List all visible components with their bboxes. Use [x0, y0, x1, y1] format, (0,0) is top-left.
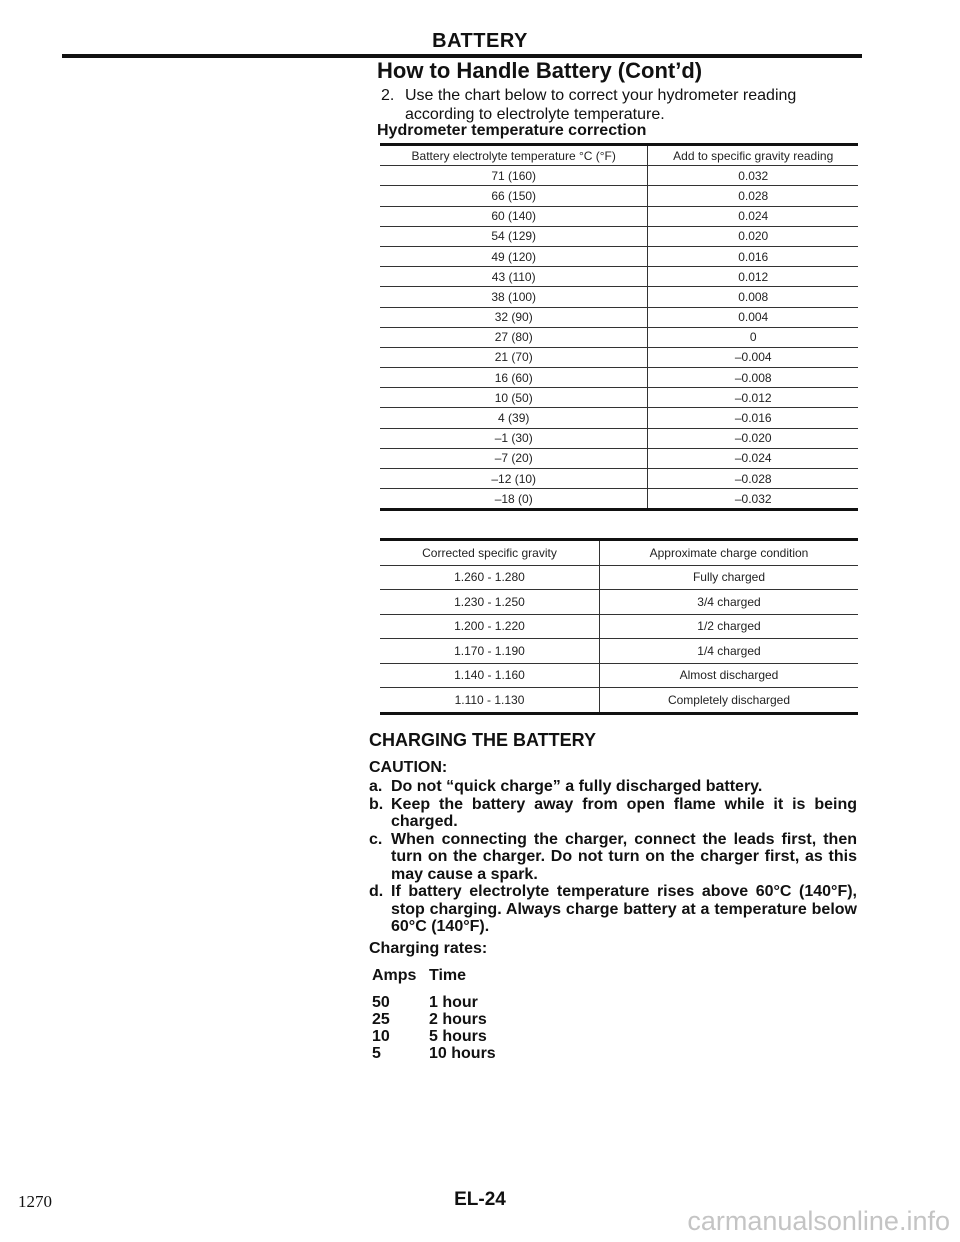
table-cell: 1.170 - 1.190: [380, 639, 599, 664]
specific-gravity-table: [380, 538, 858, 715]
charging-rates-table: [372, 967, 857, 1062]
intro-line-2: according to electrolyte temperature.: [405, 106, 665, 123]
table-row: [380, 590, 858, 615]
rates-amps: 25: [372, 1011, 390, 1028]
table-cell: Completely discharged: [667, 692, 791, 707]
table-cell: 1.140 - 1.160: [380, 663, 599, 688]
table-cell: 0.004: [648, 307, 858, 327]
table-row: [380, 688, 858, 714]
caution-item-text: Do not “quick charge” a fully discharged battery.: [391, 778, 763, 795]
caution-item-text: When connecting the charger, connect the leads first, then turn on the charger. Do not turn on the charger first, as this may cause a spark.: [391, 830, 857, 883]
page-code: EL-24: [454, 1189, 506, 1210]
table-cell: 0.020: [648, 226, 858, 246]
table-cell: –18 (0): [380, 489, 648, 510]
charging-heading: CHARGING THE BATTERY: [369, 730, 596, 750]
table-row: [380, 327, 858, 347]
caution-item: [369, 796, 857, 831]
table-row: [380, 226, 858, 246]
table-row: [380, 614, 858, 639]
table-cell: 16 (60): [380, 368, 648, 388]
table-cell: –0.008: [648, 368, 858, 388]
table-cell: –1 (30): [380, 428, 648, 448]
table-cell: 54 (129): [380, 226, 648, 246]
rates-amps: 50: [372, 994, 390, 1011]
temperature-table-title: Hydrometer temperature correction: [377, 122, 647, 139]
table-row: [380, 565, 858, 590]
table-row: [380, 287, 858, 307]
table-row: [380, 639, 858, 664]
caution-item: [369, 778, 857, 796]
column-header-charge-condition: Approximate charge condition: [599, 540, 858, 566]
caution-item-letter: b.: [369, 795, 384, 813]
table-cell: Almost discharged: [599, 663, 858, 688]
rates-time: 10 hours: [429, 1045, 496, 1062]
table-cell: 1/2 charged: [599, 614, 858, 639]
table-cell: 43 (110): [380, 267, 648, 287]
page-number: 1270: [18, 1192, 52, 1211]
caution-item-text: If battery electrolyte temperature rises above 60°C (140°F), stop charging. Always charge battery at a temperature below 60°C (140°F).: [391, 883, 857, 935]
caution-item: [369, 831, 857, 884]
table-cell: –0.012: [648, 388, 858, 408]
table-cell: 0.008: [648, 287, 858, 307]
caution-list: [369, 778, 857, 936]
caution-item-letter: d.: [369, 883, 384, 900]
caution-item-letter: a.: [369, 778, 383, 795]
rates-header-time: Time: [429, 967, 467, 984]
table-row: [380, 347, 858, 367]
table-cell: –0.024: [648, 448, 858, 468]
table-cell: –12 (10): [380, 469, 648, 489]
table-cell: Fully charged: [599, 565, 858, 590]
table-cell: –0.028: [648, 469, 858, 489]
table-row: [380, 489, 858, 510]
rates-header-row: [372, 967, 857, 984]
table-cell: 21 (70): [380, 347, 648, 367]
rates-header-amps: Amps: [372, 967, 417, 984]
table-cell: 1/4 charged: [599, 639, 858, 664]
table-row: [380, 469, 858, 489]
table-cell: 1.110 - 1.130: [380, 688, 599, 714]
table-row: [380, 663, 858, 688]
caution-label: CAUTION:: [369, 758, 448, 776]
table-cell: 27 (80): [380, 327, 648, 347]
page-heading: How to Handle Battery (Cont’d): [377, 58, 703, 83]
table-row: [380, 428, 858, 448]
table-cell: –0.032: [734, 491, 772, 506]
table-cell: –0.016: [648, 408, 858, 428]
table-cell: 32 (90): [380, 307, 648, 327]
table-cell: 38 (100): [380, 287, 648, 307]
rates-amps: 5: [372, 1045, 381, 1062]
rates-row: [372, 1045, 857, 1062]
table-cell: 0.028: [648, 186, 858, 206]
table-row: [380, 166, 858, 186]
table-row: [380, 246, 858, 266]
table-cell: 60 (140): [380, 206, 648, 226]
table-cell: 3/4 charged: [599, 590, 858, 615]
temperature-correction-table: [380, 143, 858, 511]
rates-amps: 10: [372, 1028, 390, 1045]
table-cell: 66 (150): [380, 186, 648, 206]
table-cell: 4 (39): [380, 408, 648, 428]
table-cell: 0.012: [648, 267, 858, 287]
rates-time: 1 hour: [429, 994, 478, 1011]
table-cell: 1.230 - 1.250: [380, 590, 599, 615]
table-row: [380, 186, 858, 206]
table-row: [380, 388, 858, 408]
table-cell: 71 (160): [380, 166, 648, 186]
table-cell: 10 (50): [380, 388, 648, 408]
intro-paragraph: [381, 86, 865, 124]
caution-item-text: Keep the battery away from open flame while it is being charged.: [391, 795, 857, 830]
column-header-temperature: Battery electrolyte temperature °C (°F): [380, 145, 648, 166]
table-cell: 0.032: [648, 166, 858, 186]
intro-line-1: Use the chart below to correct your hydrometer reading: [405, 87, 797, 104]
table-cell: 1.260 - 1.280: [380, 565, 599, 590]
rates-time: 2 hours: [429, 1011, 487, 1028]
table-row: [380, 408, 858, 428]
table-cell: 0.016: [648, 246, 858, 266]
table-header-row: [380, 145, 858, 166]
table-cell: 49 (120): [380, 246, 648, 266]
table-header-row: [380, 540, 858, 566]
caution-item: [369, 883, 857, 936]
charging-rates-title: Charging rates:: [369, 939, 488, 957]
table-row: [380, 368, 858, 388]
column-header-gravity: Corrected specific gravity: [380, 540, 599, 566]
caution-item-letter: c.: [369, 830, 383, 848]
rates-time: 5 hours: [429, 1028, 487, 1045]
rates-row: [372, 994, 857, 1011]
table-row: [380, 307, 858, 327]
table-row: [380, 448, 858, 468]
column-header-correction: Add to specific gravity reading: [648, 145, 858, 166]
rates-row: [372, 1011, 857, 1028]
table-cell: 0.024: [648, 206, 858, 226]
rates-row: [372, 1028, 857, 1045]
section-title: BATTERY: [432, 30, 528, 52]
table-row: [380, 206, 858, 226]
table-cell: –7 (20): [380, 448, 648, 468]
table-row: [380, 267, 858, 287]
table-cell: 1.200 - 1.220: [380, 614, 599, 639]
intro-number: 2.: [381, 87, 395, 104]
table-cell: 0: [648, 327, 858, 347]
table-cell: –0.020: [648, 428, 858, 448]
watermark: carmanualsonline.info: [687, 1206, 950, 1236]
table-cell: –0.004: [648, 347, 858, 367]
charging-section: [369, 732, 857, 1062]
